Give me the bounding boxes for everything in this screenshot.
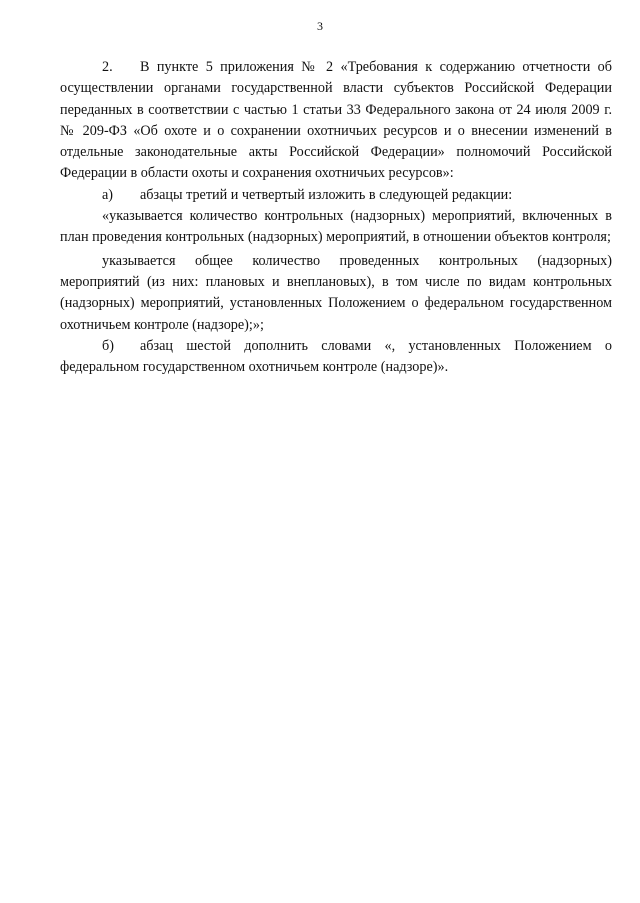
- paragraph-text: «указывается количество контрольных (надзорных) мероприятий, включенных в план проведения контрольных (надзорных) мероприятий, в отношении объектов контроля;: [60, 208, 612, 246]
- item-marker: б): [102, 337, 114, 354]
- paragraph-quote-1: [60, 206, 612, 249]
- item-marker: а): [102, 186, 114, 203]
- paragraph-quote-2: [60, 251, 612, 336]
- document-body: [60, 57, 612, 378]
- paragraph-item-2: [60, 57, 612, 185]
- page-number: 3: [317, 19, 323, 33]
- paragraph-subitem-b: [60, 336, 612, 379]
- item-marker: 2.: [102, 59, 113, 75]
- paragraph-text: указывается общее количество проведенных контрольных (надзорных) мероприятий (из них: плановых и внеплановых), в том числе по видам контрольных (надзорных) мероприятий, установленных Положением о федеральном государственном охотничьем контроле (надзоре);»;: [60, 252, 612, 333]
- paragraph-text: В пункте 5 приложения № 2 «Требования к содержанию отчетности об осуществлении органами государственной власти субъектов Российской Федерации переданных в соответствии с частью 1 статьи 33 Федерального закона от 24 июля 2009 г. № 209-ФЗ «Об охоте и о сохранении охотничьих ресурсов и о внесении изменений в отдельные законодательные акты Российской Федерации» полномочий Российской Федерации в области охоты и сохранения охотничьих ресурсов»:: [60, 59, 612, 182]
- paragraph-text: абзацы третий и четвертый изложить в следующей редакции:: [140, 186, 513, 203]
- paragraph-text: абзац шестой дополнить словами «, установленных Положением о федеральном государственном охотничьем контроле (надзоре)».: [60, 337, 612, 376]
- paragraph-subitem-a: [60, 185, 612, 206]
